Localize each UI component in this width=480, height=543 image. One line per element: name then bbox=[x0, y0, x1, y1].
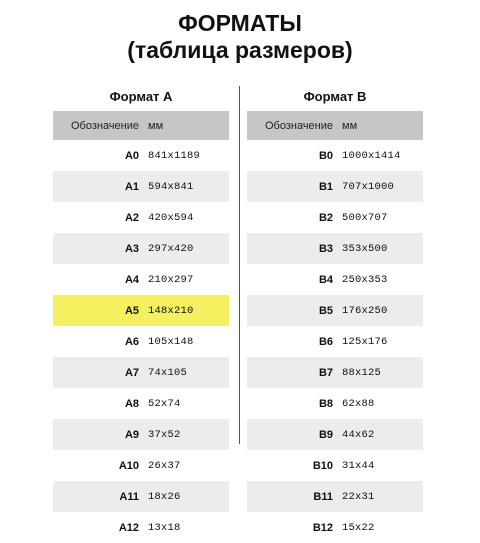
header-designation: Обозначение bbox=[264, 119, 333, 132]
format-designation: B11 bbox=[313, 490, 333, 503]
format-b-column bbox=[247, 86, 423, 543]
table-row bbox=[53, 512, 229, 543]
format-designation: A4 bbox=[124, 273, 139, 286]
format-size-mm: 22x31 bbox=[342, 490, 375, 503]
table-row bbox=[247, 171, 423, 202]
format-designation: B9 bbox=[318, 428, 333, 441]
format-size-mm: 74x105 bbox=[148, 366, 188, 379]
table-row bbox=[247, 264, 423, 295]
table-row bbox=[53, 481, 229, 512]
table-row bbox=[53, 264, 229, 295]
format-designation: A1 bbox=[124, 180, 139, 193]
page-title bbox=[0, 10, 480, 64]
column-divider bbox=[239, 86, 240, 444]
format-designation: A5 bbox=[124, 304, 139, 317]
format-designation: B3 bbox=[318, 242, 333, 255]
format-b-rows bbox=[247, 140, 423, 543]
format-size-mm: 13x18 bbox=[148, 521, 181, 534]
format-size-mm: 420x594 bbox=[148, 211, 194, 224]
table-row bbox=[247, 419, 423, 450]
format-size-mm: 37x52 bbox=[148, 428, 181, 441]
format-size-mm: 26x37 bbox=[148, 459, 181, 472]
format-size-mm: 15x22 bbox=[342, 521, 375, 534]
table-row bbox=[53, 171, 229, 202]
header-designation: Обозначение bbox=[70, 119, 139, 132]
header-mm: мм bbox=[342, 119, 358, 132]
format-size-mm: 31x44 bbox=[342, 459, 375, 472]
format-designation: A6 bbox=[124, 335, 139, 348]
format-b-heading: Формат В bbox=[303, 89, 367, 104]
format-size-mm: 500x707 bbox=[342, 211, 388, 224]
format-size-mm: 594x841 bbox=[148, 180, 194, 193]
table-row bbox=[53, 295, 229, 326]
format-designation: B12 bbox=[312, 521, 333, 534]
format-size-mm: 18x26 bbox=[148, 490, 181, 503]
format-designation: B1 bbox=[318, 180, 333, 193]
title-line-2: (таблица размеров) bbox=[127, 37, 353, 63]
header-mm: мм bbox=[148, 119, 164, 132]
title-line-1: ФОРМАТЫ bbox=[178, 10, 302, 36]
format-size-mm: 1000x1414 bbox=[342, 149, 401, 162]
format-designation: B7 bbox=[318, 366, 333, 379]
format-size-mm: 105x148 bbox=[148, 335, 194, 348]
format-size-mm: 52x74 bbox=[148, 397, 181, 410]
format-size-mm: 707x1000 bbox=[342, 180, 395, 193]
format-size-mm: 125x176 bbox=[342, 335, 388, 348]
format-a-rows bbox=[53, 140, 229, 543]
format-designation: A10 bbox=[118, 459, 139, 472]
format-size-mm: 88x125 bbox=[342, 366, 382, 379]
format-designation: A12 bbox=[118, 521, 139, 534]
format-designation: A7 bbox=[124, 366, 139, 379]
format-designation: A2 bbox=[124, 211, 139, 224]
table-row bbox=[247, 140, 423, 171]
format-designation: B10 bbox=[312, 459, 333, 472]
table-row bbox=[53, 357, 229, 388]
format-size-mm: 210x297 bbox=[148, 273, 194, 286]
format-designation: B8 bbox=[318, 397, 333, 410]
format-size-mm: 62x88 bbox=[342, 397, 375, 410]
format-size-mm: 250x353 bbox=[342, 273, 388, 286]
format-size-mm: 297x420 bbox=[148, 242, 194, 255]
table-row bbox=[53, 419, 229, 450]
format-designation: A11 bbox=[119, 490, 139, 503]
table-row bbox=[247, 202, 423, 233]
table-row bbox=[53, 140, 229, 171]
table-row bbox=[53, 326, 229, 357]
table-row bbox=[247, 326, 423, 357]
table-row bbox=[53, 450, 229, 481]
table-row bbox=[247, 233, 423, 264]
format-a-heading: Формат А bbox=[109, 89, 173, 104]
table-row bbox=[247, 512, 423, 543]
format-designation: A8 bbox=[124, 397, 139, 410]
format-b-header-row bbox=[247, 111, 423, 140]
table-row bbox=[53, 202, 229, 233]
table-row bbox=[247, 450, 423, 481]
format-designation: B2 bbox=[318, 211, 333, 224]
format-designation: B4 bbox=[318, 273, 333, 286]
format-size-mm: 176x250 bbox=[342, 304, 388, 317]
format-size-mm: 148x210 bbox=[148, 304, 194, 317]
format-designation: B0 bbox=[318, 149, 333, 162]
table-row bbox=[53, 233, 229, 264]
format-size-mm: 353x500 bbox=[342, 242, 388, 255]
format-a-column bbox=[53, 86, 229, 543]
format-designation: B6 bbox=[318, 335, 333, 348]
format-designation: A3 bbox=[124, 242, 139, 255]
table-row bbox=[53, 388, 229, 419]
table-row bbox=[247, 481, 423, 512]
table-row bbox=[247, 295, 423, 326]
format-designation: B5 bbox=[318, 304, 333, 317]
format-designation: A0 bbox=[124, 149, 139, 162]
format-size-mm: 841x1189 bbox=[148, 149, 201, 162]
format-size-mm: 44x62 bbox=[342, 428, 375, 441]
format-designation: A9 bbox=[124, 428, 139, 441]
table-row bbox=[247, 388, 423, 419]
format-a-header-row bbox=[53, 111, 229, 140]
table-row bbox=[247, 357, 423, 388]
